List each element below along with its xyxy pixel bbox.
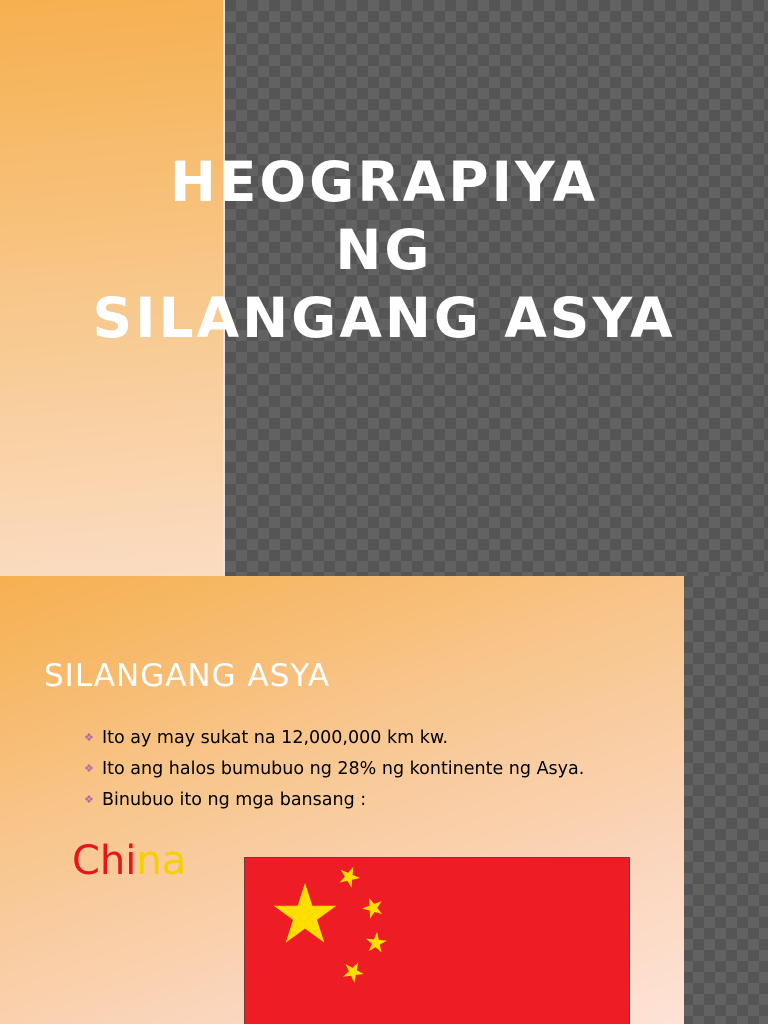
title-line-1: HEOGRAPIYA (169, 150, 599, 214)
country-name (72, 838, 186, 884)
flag-field (245, 858, 629, 1024)
china-flag (244, 857, 630, 1024)
diamond-bullet-icon: ❖ (84, 731, 94, 744)
bullet-text: Binubuo ito ng mga bansang : (102, 790, 367, 810)
country-name-part-2: na (136, 838, 187, 884)
bullet-list (84, 728, 584, 821)
content-panel (0, 576, 684, 1024)
list-item (84, 790, 584, 821)
bullet-text: Ito ay may sukat na 12,000,000 km kw. (102, 728, 449, 748)
list-item (84, 759, 584, 790)
flag-graphic (245, 858, 629, 1024)
slide-heading: SILANGANG ASYA (44, 658, 331, 694)
title-line-3: SILANGANG ASYA (92, 286, 676, 350)
diamond-bullet-icon: ❖ (84, 793, 94, 806)
diamond-bullet-icon: ❖ (84, 762, 94, 775)
country-name-part-1: Chi (72, 838, 137, 884)
list-item (84, 728, 584, 759)
content-slide (0, 576, 768, 1024)
title-line-2: NG (335, 218, 433, 282)
slide-title (0, 148, 768, 352)
bullet-text: Ito ang halos bumubuo ng 28% ng kontinente ng Asya. (102, 759, 585, 779)
